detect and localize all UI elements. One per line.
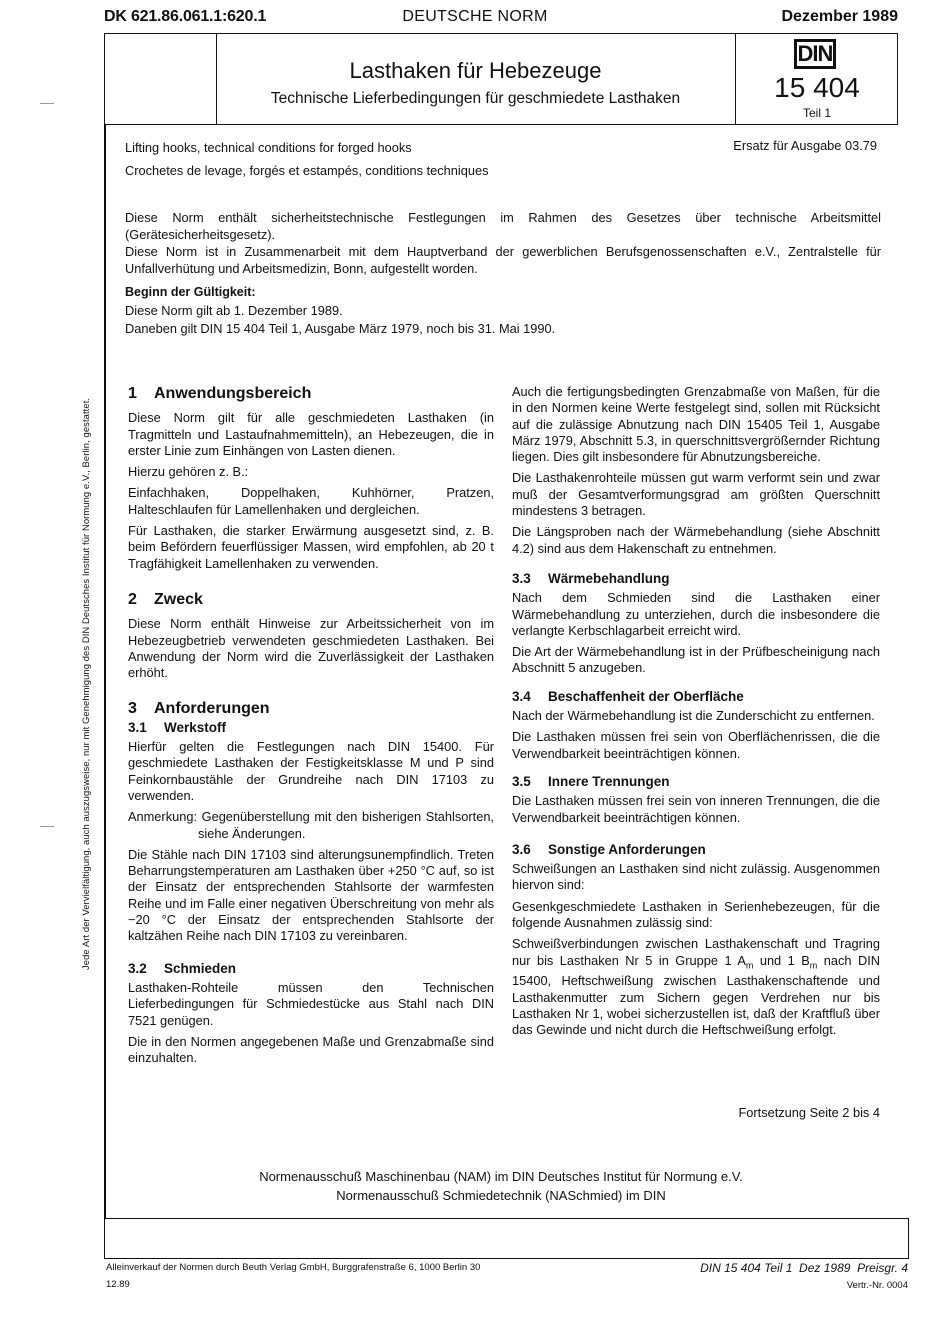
margin-rule xyxy=(104,125,106,1218)
subsection-heading: 3.1 Werkstoff xyxy=(128,719,227,735)
margin-mark xyxy=(40,826,54,827)
margin-mark xyxy=(40,103,54,104)
validity-heading: Beginn der Gültigkeit: xyxy=(125,285,256,299)
publisher-note: Alleinverkauf der Normen durch Beuth Verlag GmbH, Burggrafenstraße 6, 1000 Berlin 30 xyxy=(106,1262,481,1273)
paragraph: Die Längsproben nach der Wärmebehandlung (siehe Abschnitt 4.2) sind aus dem Hakenschaft zu entnehmen. xyxy=(512,524,880,556)
title-box xyxy=(104,33,898,125)
din-logo: DIN xyxy=(794,39,836,69)
subsection-heading: 3.4 Beschaffenheit der Oberfläche xyxy=(512,688,744,704)
paragraph: Für Lasthaken, die starker Erwärmung ausgesetzt sind, z. B. beim Befördern feuerflüssiger Massen, wird empfohlen, ab 20 t Tragfähigkeit Lamellenhaken zu verwenden. xyxy=(128,523,494,571)
intro xyxy=(125,210,881,338)
paragraph: Schweißungen an Lasthaken sind nicht zulässig. Ausgenommen hiervon sind: xyxy=(512,861,880,893)
right-column xyxy=(512,384,880,1044)
distribution-number: Vertr.-Nr. 0004 xyxy=(846,1280,908,1291)
document-type: DEUTSCHE NORM xyxy=(402,8,548,25)
print-code: 12.89 xyxy=(106,1279,130,1290)
section-heading: 1 Anwendungsbereich xyxy=(128,385,312,402)
paragraph: Einfachhaken, Doppelhaken, Kuhhörner, Pratzen, Halteschlaufen für Lamellenhaken und dergleichen. xyxy=(128,485,494,517)
paragraph: Nach der Wärmebehandlung ist die Zunderschicht zu entfernen. xyxy=(512,708,875,724)
paragraph: Die Stähle nach DIN 17103 sind alterungsunempfindlich. Treten Beharrungstemperaturen am Lasthaken über +250 °C auf, so ist der Einsatz der entsprechenden Stahlsorte der warmfesten Reihe und im Falle einer negativen Überschreitung von mehr als −20 °C der Einsatz der entsprechenden Stahlsorte der kaltzähen Reihe nach DIN 17103 zu vereinbaren. xyxy=(128,846,494,944)
copyright-side-note: Jede Art der Vervielfältigung, auch auszugsweise, nur mit Genehmigung des DIN Deutsches Institut für Normung e.V., Berlin, gestattet. xyxy=(80,397,91,970)
paragraph: Die Lasthaken müssen frei sein von Oberflächenrissen, die die Verwendbarkeit beeinträchtigen können. xyxy=(512,729,880,761)
paragraph: Die Art der Wärmebehandlung ist in der Prüfbescheinigung nach Abschnitt 5 anzugeben. xyxy=(512,644,880,676)
continuation-note: Fortsetzung Seite 2 bis 4 xyxy=(738,1105,880,1120)
paragraph: Schweißverbindungen zwischen Lasthakenschaft und Tragring nur bis Lasthaken Nr 5 in Gruppe 1 $A_m$ und 1 $B_m$ nach DIN 15400, Heftschweißung zwischen Lasthakenschaftende und Lasthakenmutter zum Sichern gegen Verdrehen nur bis Lasthaken Nr 1, wobei sicherzustellen ist, daß der Kraftfluß über das Gewinde und nicht durch die Heftschweißung erfolgt. xyxy=(512,936,881,1038)
intro-paragraph: Diese Norm ist in Zusammenarbeit mit dem Hauptverband der gewerblichen Berufsgenossenschaften e.V., Zentralstelle für Unfallverhütung und Arbeitsmedizin, Bonn, aufgestellt worden. xyxy=(125,244,881,276)
french-title: Crochetes de levage, forgés et estampés, conditions techniques xyxy=(125,163,489,178)
paragraph: Die in den Normen angegebenen Maße und Grenzabmaße sind einzuhalten. xyxy=(128,1033,494,1066)
english-title: Lifting hooks, technical conditions for forged hooks xyxy=(125,140,412,155)
paragraph: Die Lasthakenrohteile müssen gut warm verformt sein und zwar muß der Gesamtverformungsgrad am größten Querschnitt mindestens 3 betragen. xyxy=(512,470,880,519)
committee-block xyxy=(104,1167,898,1205)
paragraph: Auch die fertigungsbedingten Grenzabmaße von Maßen, für die in den Normen keine Werte festgelegt sind, sollen mit Rücksicht auf die zulässige Abnutzung nach DIN 15405 Teil 1, Ausgabe März 1979, Abschnitt 5.3, in querschnittsvergrößernder Richtung liegen. Dies gilt insbesondere für Abnutzungsbereiche. xyxy=(512,384,880,465)
document-reference: DIN 15 404 Teil 1 Dez 1989 Preisgr. 4 xyxy=(700,1261,908,1275)
subsection-heading: 3.5 Innere Trennungen xyxy=(512,773,670,789)
committee-line: Normenausschuß Maschinenbau (NAM) im DIN Deutsches Institut für Normung e.V. xyxy=(259,1169,743,1184)
paragraph: Nach dem Schmieden sind die Lasthaken einer Wärmebehandlung zu unterziehen, durch die insbesondere die verlangte Kerbschlagarbeit erreicht wird. xyxy=(512,590,880,638)
paragraph: Die Lasthaken müssen frei sein von inneren Trennungen, die die Verwendbarkeit beeinträchtigen können. xyxy=(512,793,880,825)
note: Anmerkung: Gegenüberstellung mit den bisherigen Stahlsorten, siehe Änderungen. xyxy=(128,809,494,841)
left-column xyxy=(128,386,494,1071)
committee-line: Normenausschuß Schmiedetechnik (NASchmied) im DIN xyxy=(336,1188,666,1203)
document-subtitle: Technische Lieferbedingungen für geschmiedete Lasthaken xyxy=(270,90,681,107)
din-number: 15 404 xyxy=(774,72,860,103)
document-title: Lasthaken für Hebezeuge xyxy=(349,58,602,83)
section-heading: 2 Zweck xyxy=(128,590,203,608)
dk-classification: DK 621.86.061.1:620.1 xyxy=(104,8,267,25)
din-part: Teil 1 xyxy=(802,106,831,120)
section-heading: 3 Anforderungen xyxy=(128,700,270,718)
paragraph: Hierfür gelten die Festlegungen nach DIN 15400. Für geschmiedete Lasthaken der Festigkeitsklasse M und P sind Feinkornbaustähle der Grundreihe nach DIN 17103 zu verwenden. xyxy=(128,739,494,803)
paragraph: Diese Norm gilt für alle geschmiedeten Lasthaken (in Tragmitteln und Lastaufnahmemitteln), an Hebezeugen, die in erster Linie zum Einhängen von Lasten dienen. xyxy=(128,410,494,458)
paragraph: Lasthaken-Rohteile müssen den Technischen Lieferbedingungen für Schmiedestücke aus Stahl nach DIN 7521 genügen. xyxy=(128,979,494,1028)
paragraph: Gesenkgeschmiedete Lasthaken in Serienhebezeugen, für die folgende Ausnahmen zulässig sind: xyxy=(512,898,880,931)
subsection-heading: 3.2 Schmieden xyxy=(128,960,237,976)
paragraph: Diese Norm enthält Hinweise zur Arbeitssicherheit von im Hebezeugbetrieb verwendeten geschmiedeten Lasthaken. Bei Anwendung der Norm wird die Zuverlässigkeit der Lasthaken erhöht. xyxy=(128,616,494,681)
footer-box xyxy=(104,1218,909,1258)
intro-paragraph: Diese Norm enthält sicherheitstechnische Festlegungen im Rahmen des Gesetzes über technische Arbeitsmittel (Gerätesicherheitsgesetz). xyxy=(125,210,881,242)
subsection-heading: 3.6 Sonstige Anforderungen xyxy=(512,841,706,857)
replaces-edition: Ersatz für Ausgabe 03.79 xyxy=(733,138,877,153)
issue-date: Dezember 1989 xyxy=(781,8,898,25)
footer-rule xyxy=(104,1258,909,1259)
validity-line: Diese Norm gilt ab 1. Dezember 1989. xyxy=(125,302,343,318)
validity-line: Daneben gilt DIN 15 404 Teil 1, Ausgabe März 1979, noch bis 31. Mai 1990. xyxy=(125,321,556,336)
subsection-heading: 3.3 Wärmebehandlung xyxy=(512,570,670,586)
paragraph: Hierzu gehören z. B.: xyxy=(128,464,249,480)
